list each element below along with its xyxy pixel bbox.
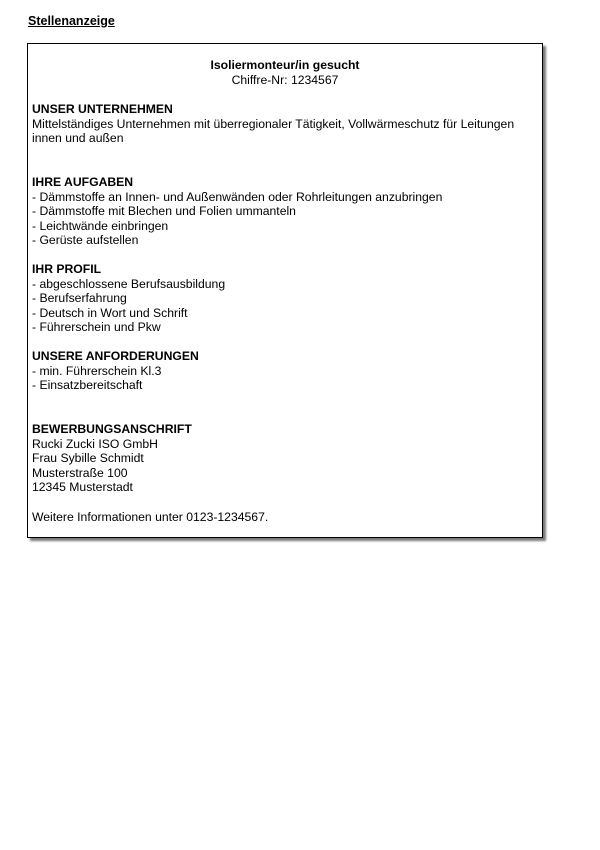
requirement-item: - Einsatzbereitschaft (32, 378, 143, 392)
company-section-title: UNSER UNTERNEHMEN (32, 102, 173, 116)
task-item: - Leichtwände einbringen (32, 218, 169, 233)
profile-item: - Deutsch in Wort und Schrift (32, 305, 188, 320)
reference-number: Chiffre-Nr: 1234567 (231, 73, 339, 87)
tasks-section-title: IHRE AUFGABEN (32, 175, 134, 189)
application-address-line: Rucki Zucki ISO GmbH (32, 436, 158, 451)
application-address-line: Frau Sybille Schmidt (32, 451, 144, 465)
requirements-section-title: UNSERE ANFORDERUNGEN (32, 349, 199, 363)
profile-item: - Führerschein und Pkw (32, 320, 161, 334)
application-address-line: Musterstraße 100 (32, 465, 128, 480)
application-address-line: 12345 Musterstadt (32, 480, 133, 494)
task-item: - Dämmstoffe mit Blechen und Folien ummanteln (32, 204, 296, 218)
document-heading: Stellenanzeige (28, 14, 115, 28)
profile-item: - abgeschlossene Berufsausbildung (32, 276, 226, 291)
profile-section-title: IHR PROFIL (32, 262, 102, 276)
profile-item: - Berufserfahrung (32, 291, 127, 305)
application-section (32, 422, 534, 495)
requirement-item: - min. Führerschein Kl.3 (32, 363, 162, 378)
task-item: - Dämmstoffe an Innen- und Außenwänden oder Rohrleitungen anzubringen (32, 189, 443, 204)
profile-section (32, 262, 534, 335)
company-description: Mittelständiges Unternehmen mit überregionaler Tätigkeit, Vollwärmeschutz für Leitungen innen und außen (32, 116, 515, 145)
company-section (32, 102, 534, 146)
requirements-section (32, 349, 534, 393)
tasks-section (32, 175, 534, 248)
application-section-title: BEWERBUNGSANSCHRIFT (32, 422, 192, 436)
contact-info: Weitere Informationen unter 0123-1234567. (32, 510, 269, 524)
job-ad-box (27, 43, 543, 538)
job-title: Isoliermonteur/in gesucht (210, 58, 360, 72)
task-item: - Gerüste aufstellen (32, 233, 139, 247)
